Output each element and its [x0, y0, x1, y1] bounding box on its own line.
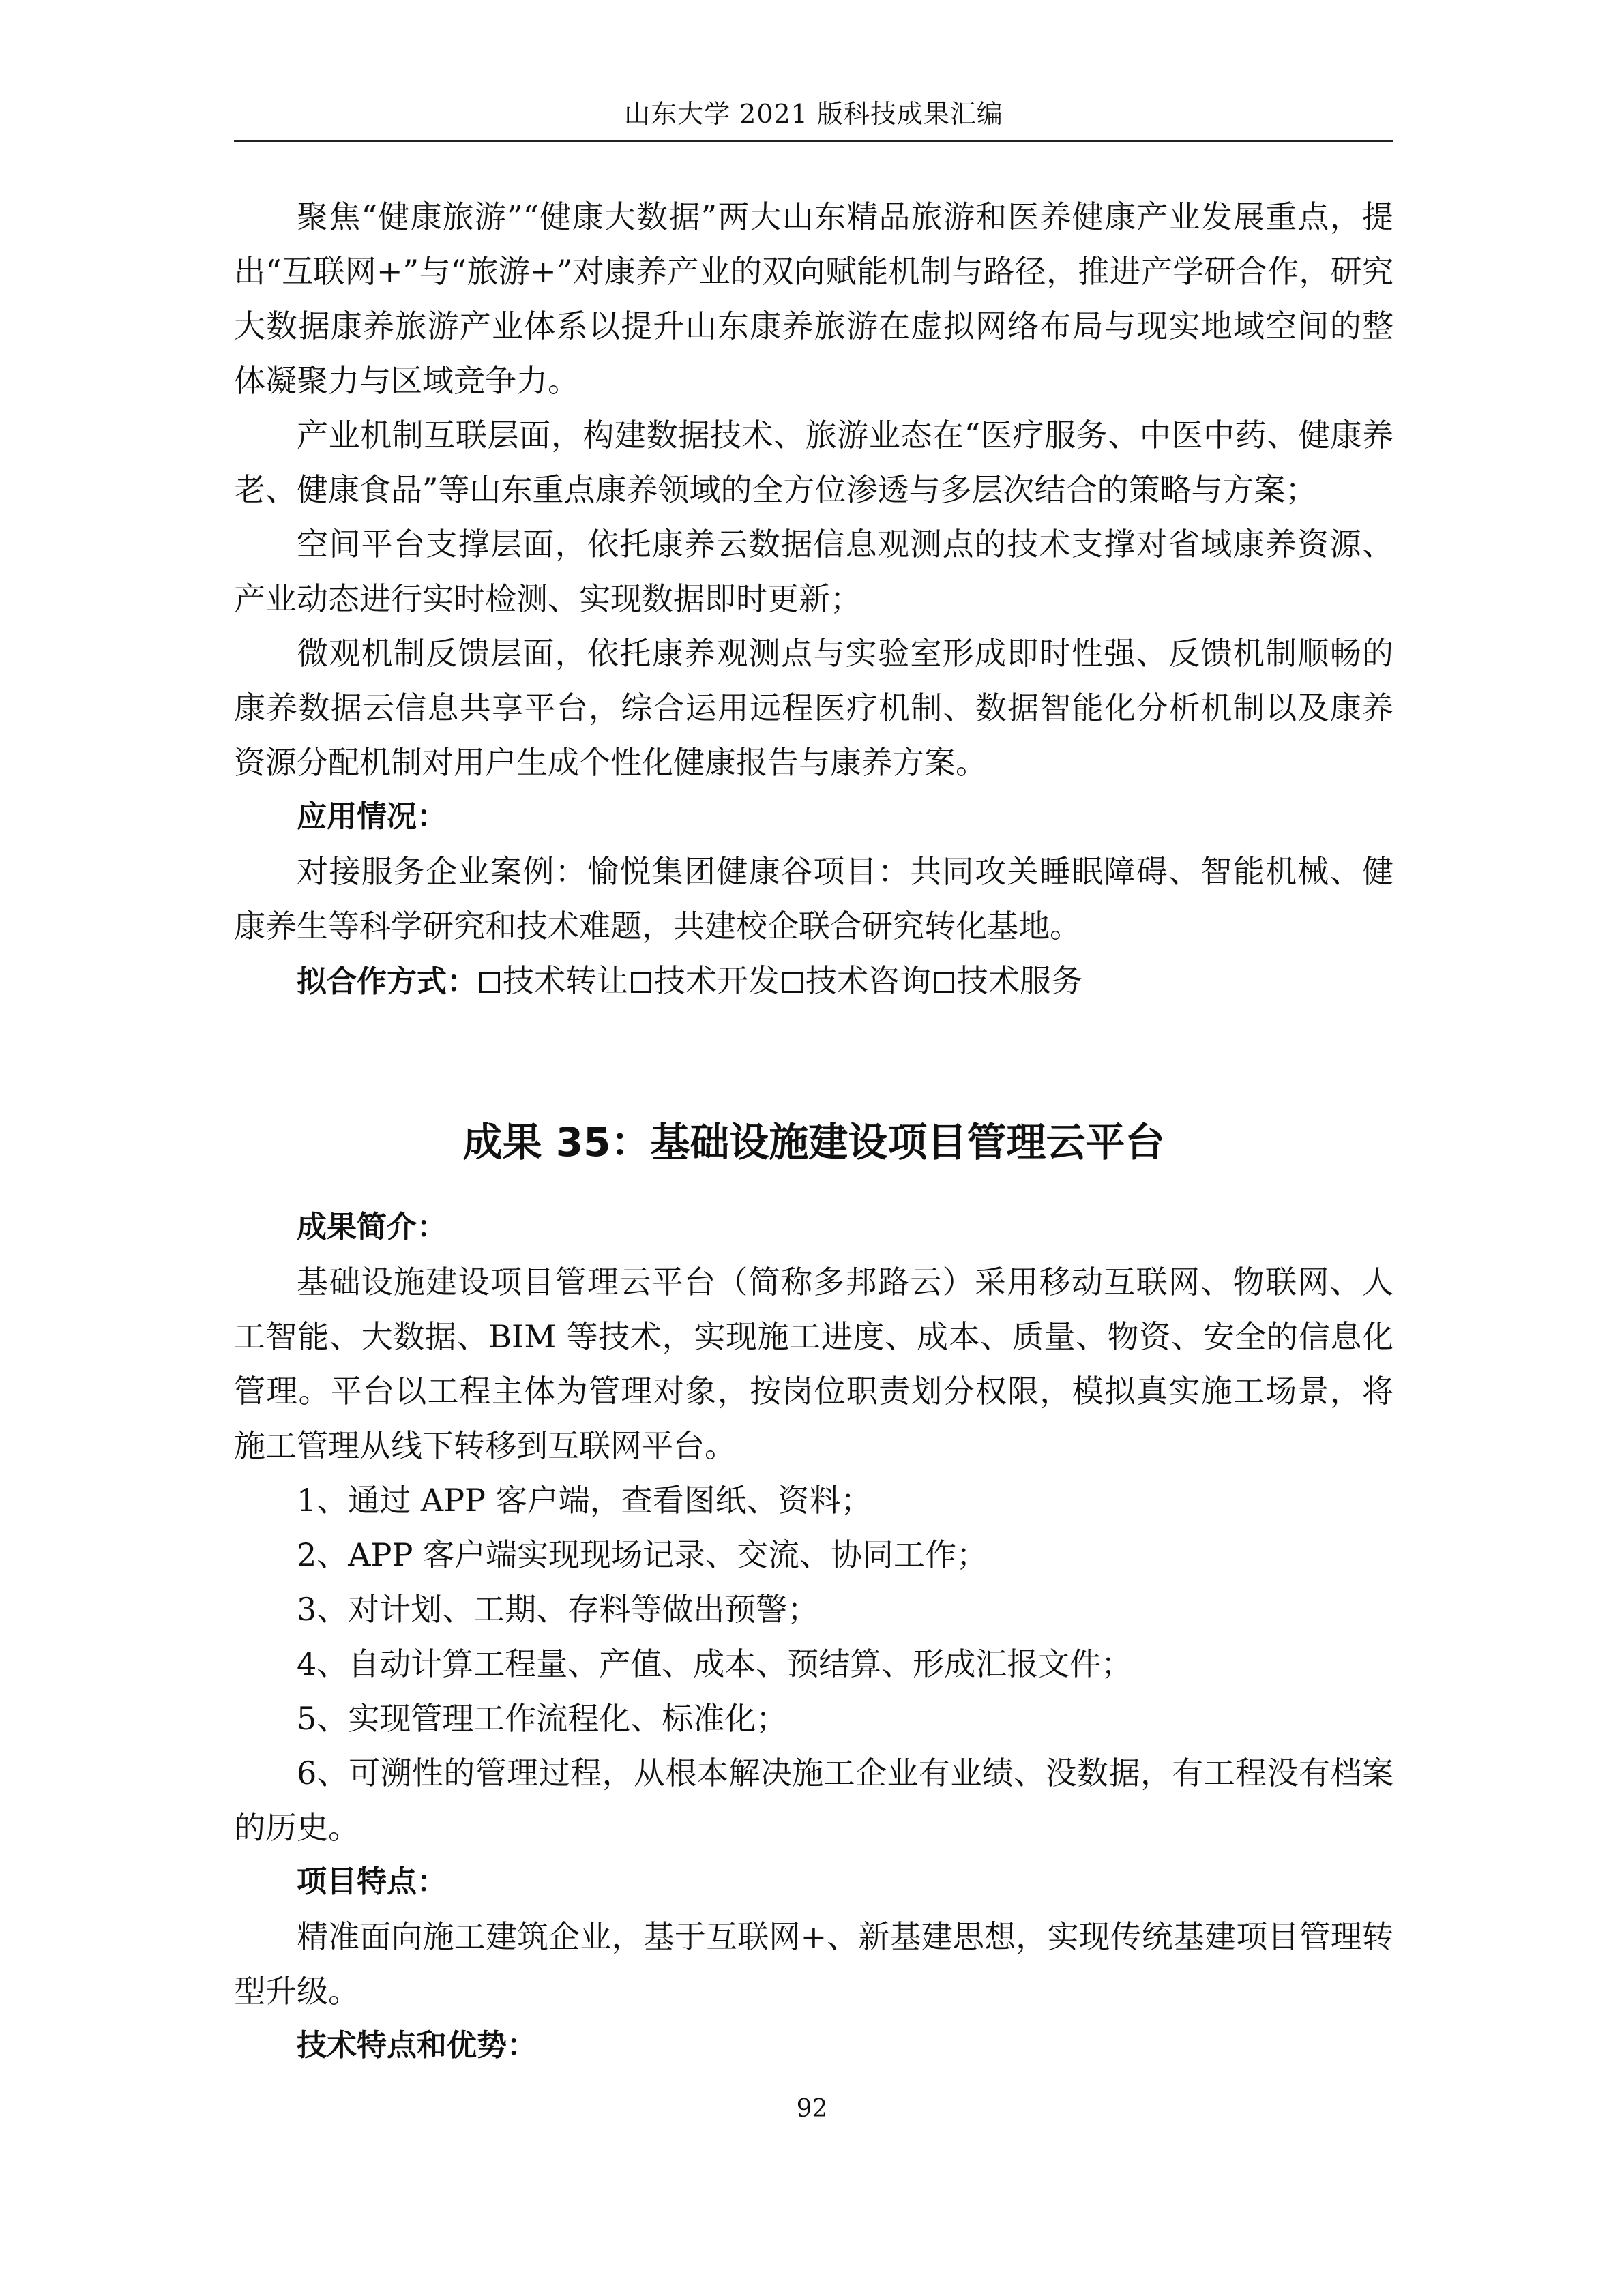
checkbox-icon	[934, 972, 954, 993]
cooperation-label: 拟合作方式：	[297, 964, 477, 999]
list-item: 1、通过 APP 客户端，查看图纸、资料；	[297, 1482, 872, 1519]
section-title: 成果 35：基础设施建设项目管理云平台	[462, 1119, 1165, 1165]
list-item: 4、自动计算工程量、产值、成本、预结算、形成汇报文件；	[297, 1645, 1133, 1682]
cooperation-line	[234, 953, 1393, 1009]
checkbox-icon	[631, 972, 651, 993]
list-item: 2、APP 客户端实现现场记录、交流、协同工作；	[297, 1536, 988, 1573]
page-number: 92	[796, 2095, 828, 2123]
cooperation-option-development: 技术开发	[654, 962, 780, 999]
summary-label: 成果简介：	[297, 1210, 447, 1244]
cooperation-option-consulting: 技术咨询	[806, 962, 931, 999]
intro-paragraph-1: 聚焦“健康旅游”“健康大数据”两大山东精品旅游和医养健康产业发展重点，提出“互联网+”与“旅游+”对康养产业的双向赋能机制与路径，推进产学研合作，研究大数据康养旅游产业体系以提升山东康养旅游在虚拟网络布局与现实地域空间的整体凝聚力与区域竞争力。	[234, 198, 1393, 399]
checkbox-icon	[479, 972, 500, 993]
application-label: 应用情况：	[297, 799, 447, 834]
checkbox-icon	[782, 972, 803, 993]
application-text: 对接服务企业案例：愉悦集团健康谷项目：共同攻关睡眠障碍、智能机械、健康养生等科学研究和技术难题，共建校企联合研究转化基地。	[234, 853, 1393, 944]
list-item: 6、可溯性的管理过程，从根本解决施工企业有业绩、没数据，有工程没有档案的历史。	[234, 1755, 1393, 1846]
list-item: 5、实现管理工作流程化、标准化；	[297, 1700, 788, 1737]
intro-paragraph-4: 微观机制反馈层面，依托康养观测点与实验室形成即时性强、反馈机制顺畅的康养数据云信息共享平台，综合运用远程医疗机制、数据智能化分析机制以及康养资源分配机制对用户生成个性化健康报告与康养方案。	[234, 635, 1393, 781]
tech-label: 技术特点和优势：	[297, 2028, 537, 2063]
cooperation-option-transfer: 技术转让	[503, 962, 628, 999]
page-header	[234, 87, 1393, 142]
header-title: 山东大学 2021 版科技成果汇编	[624, 99, 1003, 129]
cooperation-option-service: 技术服务	[957, 962, 1082, 999]
features-text: 精准面向施工建筑企业，基于互联网+、新基建思想，实现传统基建项目管理转型升级。	[234, 1918, 1393, 2010]
page-content	[234, 190, 1393, 2073]
list-item: 3、对计划、工期、存料等做出预警；	[297, 1591, 819, 1628]
intro-paragraph-2: 产业机制互联层面，构建数据技术、旅游业态在“医疗服务、中医中药、健康养老、健康食品”等山东重点康养领域的全方位渗透与多层次结合的策略与方案；	[234, 417, 1393, 508]
intro-paragraph-3: 空间平台支撑层面，依托康养云数据信息观测点的技术支撑对省域康养资源、产业动态进行实时检测、实现数据即时更新；	[234, 526, 1393, 617]
features-label: 项目特点：	[297, 1864, 447, 1899]
summary-text: 基础设施建设项目管理云平台（简称多邦路云）采用移动互联网、物联网、人工智能、大数据、BIM 等技术，实现施工进度、成本、质量、物资、安全的信息化管理。平台以工程主体为管理对象，按岗位职责划分权限，模拟真实施工场景，将施工管理从线下转移到互联网平台。	[234, 1264, 1393, 1464]
